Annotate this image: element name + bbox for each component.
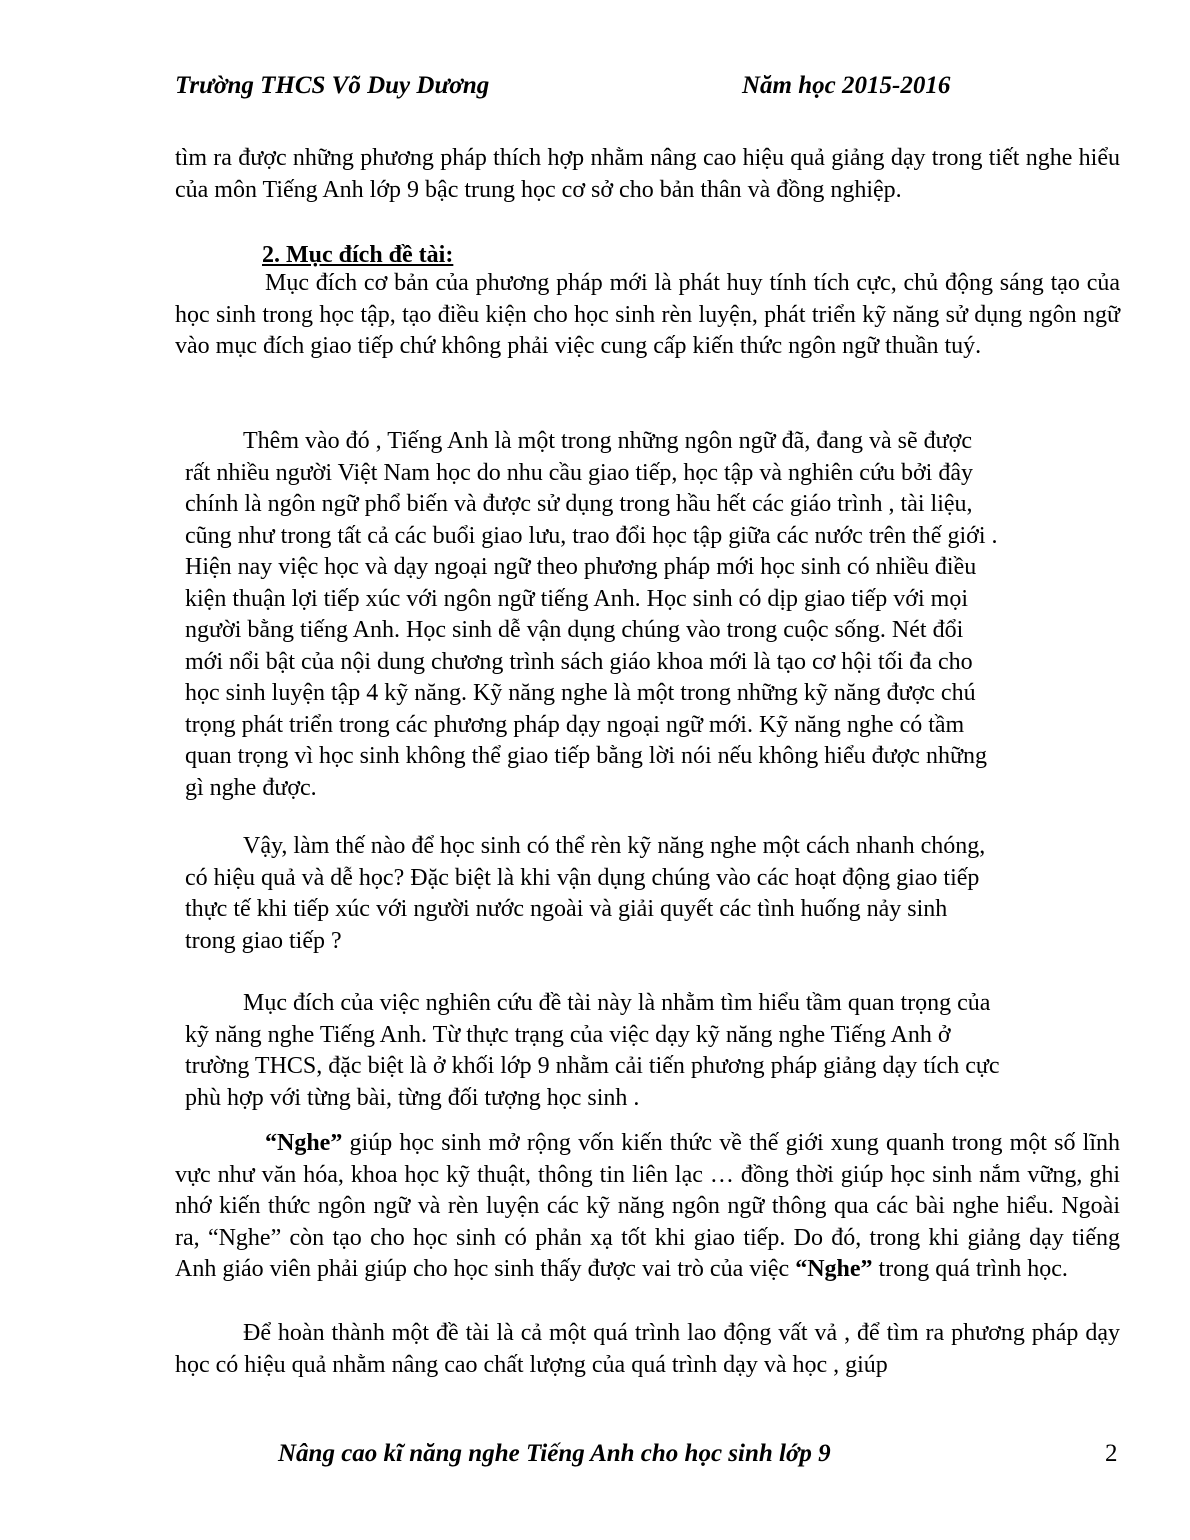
context-line: chính là ngôn ngữ phổ biến và được sử dụng trong hầu hết các giáo trình , tài liệu, bbox=[185, 491, 973, 517]
aim-paragraph bbox=[185, 988, 1145, 1114]
question-line: Vậy, làm thế nào để học sinh có thể rèn kỹ năng nghe một cách nhanh chóng, bbox=[243, 833, 986, 859]
intro-paragraph: tìm ra được những phương pháp thích hợp nhằm nâng cao hiệu quả giảng dạy trong tiết nghe hiểu của môn Tiếng Anh lớp 9 bậc trung học cơ sở cho bản thân và đồng nghiệp. bbox=[175, 145, 1120, 203]
listening-term-2: “Nghe” bbox=[795, 1256, 873, 1282]
aim-line: kỹ năng nghe Tiếng Anh. Từ thực trạng của việc dạy kỹ năng nghe Tiếng Anh ở bbox=[185, 1021, 951, 1048]
context-line: quan trọng vì học sinh không thể giao tiếp bằng lời nói nếu không hiểu được những bbox=[185, 743, 987, 769]
closing-paragraph: Để hoàn thành một đề tài là cả một quá trình lao động vất vả , để tìm ra phương pháp dạy học có hiệu quả nhằm nâng cao chất lượng của quá trình dạy và học , giúp bbox=[175, 1320, 1120, 1378]
context-line: cũng như trong tất cả các buổi giao lưu, trao đổi học tập giữa các nước trên thế giới . bbox=[185, 522, 998, 549]
context-line: trọng phát triển trong các phương pháp dạy ngoại ngữ mới. Kỹ năng nghe có tầm bbox=[185, 711, 965, 738]
context-line: Hiện nay việc học và dạy ngoại ngữ theo phương pháp mới học sinh có nhiều điều bbox=[185, 554, 977, 580]
listening-text: giúp học sinh mở rộng vốn kiến thức về thế giới xung quanh trong một số lĩnh vực như văn hóa, khoa học kỹ thuật, thông tin liên lạc … đồng thời giúp học sinh nắm vững, ghi nhớ kiến thức ngôn ngữ và rèn luyện các kỹ năng ngôn ngữ thông qua các bài nghe hiểu. Ngoài ra, “Nghe” còn tạo cho học sinh có phản xạ tốt khi giao tiếp. Do đó, trong khi giảng dạy tiếng Anh giáo viên phải giúp cho học sinh thấy được vai trò của việc bbox=[175, 1130, 1120, 1282]
header-school: Trường THCS Võ Duy Dương bbox=[175, 72, 490, 99]
context-line: mới nổi bật của nội dung chương trình sách giáo khoa mới là tạo cơ hội tối đa cho bbox=[185, 648, 973, 675]
context-line: rất nhiều người Việt Nam học do nhu cầu giao tiếp, học tập và nghiên cứu bởi đây bbox=[185, 459, 973, 486]
question-paragraph bbox=[185, 831, 1145, 957]
aim-line: trường THCS, đặc biệt là ở khối lớp 9 nhằm cải tiến phương pháp giảng dạy tích cực bbox=[185, 1053, 1000, 1079]
question-line: có hiệu quả và dễ học? Đặc biệt là khi vận dụng chúng vào các hoạt động giao tiếp bbox=[185, 864, 980, 891]
context-paragraph bbox=[185, 426, 1145, 804]
context-line: gì nghe được. bbox=[185, 774, 317, 801]
page-number: 2 bbox=[1105, 1440, 1118, 1467]
context-line: người bằng tiếng Anh. Học sinh dễ vận dụng chúng vào trong cuộc sống. Nét đổi bbox=[185, 617, 964, 643]
section-heading bbox=[262, 240, 453, 271]
question-line: thực tế khi tiếp xúc với người nước ngoài và giải quyết các tình huống nảy sinh bbox=[185, 896, 948, 922]
aim-line: phù hợp với từng bài, từng đối tượng học sinh . bbox=[185, 1084, 640, 1111]
section-title: Mục đích đề tài: bbox=[280, 242, 454, 268]
section-number: 2. bbox=[262, 242, 280, 268]
context-line: học sinh luyện tập 4 kỹ năng. Kỹ năng nghe là một trong những kỹ năng được chú bbox=[185, 680, 976, 706]
question-line: trong giao tiếp ? bbox=[185, 927, 342, 954]
aim-line: Mục đích của việc nghiên cứu đề tài này là nhằm tìm hiểu tầm quan trọng của bbox=[243, 990, 991, 1016]
listening-paragraph bbox=[175, 1128, 1120, 1286]
listening-term: “Nghe” bbox=[265, 1130, 343, 1156]
context-line: Thêm vào đó , Tiếng Anh là một trong những ngôn ngữ đã, đang và sẽ được bbox=[243, 428, 972, 454]
listening-text-end: trong quá trình học. bbox=[872, 1256, 1068, 1282]
purpose-paragraph: Mục đích cơ bản của phương pháp mới là phát huy tính tích cực, chủ động sáng tạo của học sinh trong học tập, tạo điều kiện cho học sinh rèn luyện, phát triển kỹ năng sử dụng ngôn ngữ vào mục đích giao tiếp chứ không phải việc cung cấp kiến thức ngôn ngữ thuần tuý. bbox=[175, 270, 1120, 359]
header-year: Năm học 2015-2016 bbox=[742, 72, 951, 99]
footer-title: Nâng cao kĩ năng nghe Tiếng Anh cho học sinh lớp 9 bbox=[278, 1440, 831, 1467]
context-line: kiện thuận lợi tiếp xúc với ngôn ngữ tiếng Anh. Học sinh có dịp giao tiếp với mọi bbox=[185, 585, 968, 612]
